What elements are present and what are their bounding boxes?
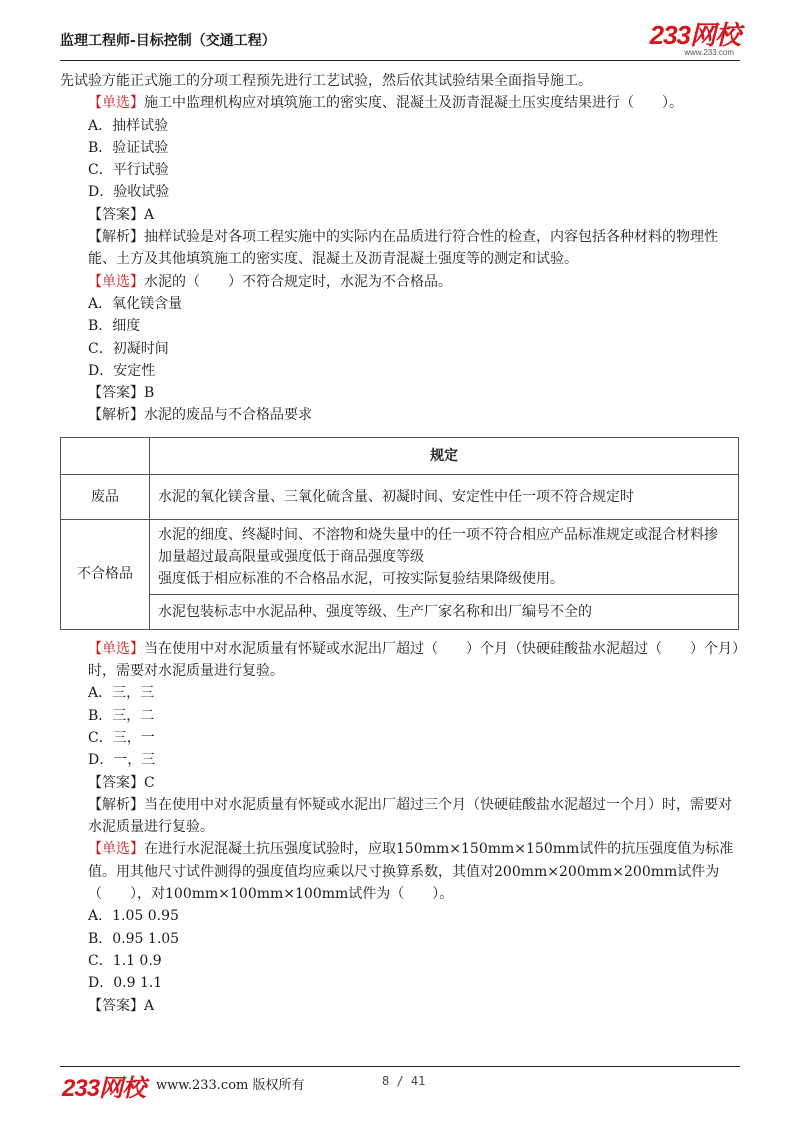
option-b: B．三，二: [88, 707, 155, 724]
option-d: D．安定性: [88, 362, 156, 379]
answer: 【答案】A: [88, 997, 155, 1014]
question-text: 在进行水泥混凝土抗压强度试验时，应取150mm×150mm×150mm试件的抗压强度值为标准值。用其他尺寸试件测得的强度值均应乘以尺寸换算系数，其值对200mm×200mm×200mm试件为（ ），对100mm×100mm×100mm试件为（ ）。: [88, 841, 734, 903]
document-title: 监理工程师-目标控制（交通工程）: [60, 33, 276, 49]
table-row: [61, 474, 739, 519]
question-type-tag: 【单选】: [88, 95, 144, 112]
option-c: C．平行试验: [88, 162, 169, 179]
table-row: [61, 519, 739, 594]
footer-divider: [60, 1066, 740, 1067]
row-text: [150, 519, 739, 594]
answer: 【答案】B: [88, 385, 155, 402]
option-b: B．细度: [88, 318, 141, 335]
question-stem: [60, 92, 740, 114]
analysis: 【解析】水泥的废品与不合格品要求: [88, 407, 312, 424]
option-b: B．验证试验: [88, 139, 169, 156]
option-d: D．0.9 1.1: [88, 975, 163, 992]
option-d: D．验收试验: [88, 184, 170, 201]
page-number: 8 / 41: [382, 1074, 426, 1088]
option-a: A．氧化镁含量: [88, 295, 183, 312]
row-text: 水泥包装标志中水泥品种、强度等级、生产厂家名称和出厂编号不全的: [150, 594, 739, 629]
row-text-part: 水泥的细度、终凝时间、不溶物和烧失量中的任一项不符合相应产品标准规定或混合材料掺加量超过最高限量或强度低于商品强度等级: [158, 526, 718, 565]
question-text: 当在使用中对水泥质量有怀疑或水泥出厂超过（ ）个月（快硬硅酸盐水泥超过（ ）个月）时，需要对水泥质量进行复验。: [88, 640, 739, 680]
brand-logo[interactable]: [650, 22, 740, 58]
answer: 【答案】A: [88, 206, 155, 223]
footer-logo[interactable]: 233网校: [62, 1075, 146, 1102]
lead-paragraph: 先试验方能正式施工的分项工程预先进行工艺试验，然后依其试验结果全面指导施工。: [60, 73, 592, 89]
question-stem: [60, 271, 740, 293]
analysis: 【解析】当在使用中对水泥质量有怀疑或水泥出厂超过三个月（快硬硅酸盐水泥超过一个月）时，需要对水泥质量进行复验。: [88, 796, 732, 836]
question-3: [60, 638, 740, 839]
row-text-part: 强度低于相应标准的不合格品水泥，可按实际复验结果降级使用。: [158, 570, 564, 587]
logo-url: www.233.com: [684, 48, 734, 57]
footer-copyright[interactable]: www.233.com 版权所有: [156, 1078, 305, 1093]
cement-requirements-table: [60, 437, 739, 630]
row-label: 废品: [61, 474, 150, 519]
option-a: A．抽样试验: [88, 117, 169, 134]
header-divider: [60, 60, 740, 61]
page-content: [60, 70, 740, 1017]
question-type-tag: 【单选】: [88, 841, 144, 858]
logo-text: 233网校: [649, 20, 740, 50]
table-header-row: [61, 437, 739, 474]
option-d: D．一，三: [88, 752, 156, 769]
option-c: C．三，一: [88, 729, 155, 746]
question-text: 水泥的（ ）不符合规定时，水泥为不合格品。: [144, 273, 452, 290]
answer: 【答案】C: [88, 774, 155, 791]
option-b: B．0.95 1.05: [88, 930, 180, 947]
question-stem: [60, 838, 740, 905]
option-c: C．初凝时间: [88, 340, 169, 357]
table-header-cell: [61, 437, 150, 474]
row-label: 不合格品: [61, 519, 150, 629]
option-c: C．1.1 0.9: [88, 952, 162, 969]
table-header-cell: 规定: [150, 437, 739, 474]
question-1: [60, 92, 740, 270]
question-4: [60, 838, 740, 1016]
question-type-tag: 【单选】: [88, 640, 144, 657]
analysis: 【解析】抽样试验是对各项工程实施中的实际内在品质进行符合性的检查，内容包括各种材料的物理性能、土方及其他填筑施工的密实度、混凝土及沥青混凝土强度等的测定和试验。: [88, 229, 718, 268]
question-2: [60, 271, 740, 427]
question-stem: [60, 638, 740, 683]
option-a: A．三，三: [88, 685, 155, 702]
question-type-tag: 【单选】: [88, 273, 144, 290]
page-header: [60, 22, 740, 58]
row-text: 水泥的氧化镁含量、三氧化硫含量、初凝时间、安定性中任一项不符合规定时: [150, 474, 739, 519]
option-a: A．1.05 0.95: [88, 908, 179, 925]
question-text: 施工中监理机构应对填筑施工的密实度、混凝土及沥青混凝土压实度结果进行（ ）。: [144, 95, 683, 112]
table-row: [61, 594, 739, 629]
